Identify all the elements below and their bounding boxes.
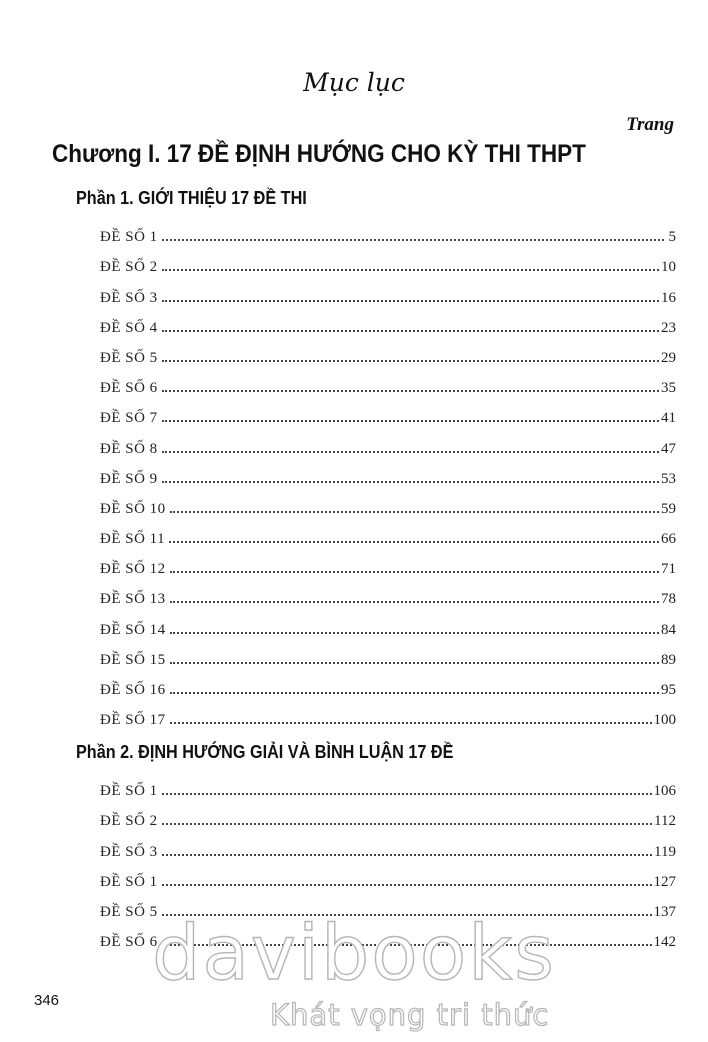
watermark-slogan: Khát vọng tri thức: [270, 998, 550, 1032]
toc-entry-page: 100: [653, 712, 676, 729]
toc-entry-label: ĐỀ SỐ 4: [100, 319, 158, 336]
toc-entry-label: ĐỀ SỐ 7: [100, 410, 158, 427]
toc-entry: [100, 367, 676, 397]
toc-entry: [100, 699, 676, 729]
toc-entry-label: ĐỀ SỐ 5: [100, 349, 158, 366]
dot-leader: [169, 540, 659, 543]
dot-leader: [170, 691, 659, 694]
dot-leader: [162, 450, 659, 453]
dot-leader: [162, 268, 659, 271]
toc-entry-label: ĐỀ SỐ 17: [100, 712, 166, 729]
dot-leader: [162, 359, 659, 362]
toc-entry-page: 10: [661, 259, 676, 276]
dot-leader: [162, 480, 659, 483]
toc-entry-label: ĐỀ SỐ 1: [100, 873, 158, 890]
toc-entry: [100, 397, 676, 427]
toc-entry: [100, 488, 676, 518]
dot-leader: [162, 853, 652, 856]
toc-entry: [100, 669, 676, 699]
toc-entry: [100, 861, 676, 891]
toc-entry-label: ĐỀ SỐ 2: [100, 259, 158, 276]
dot-leader: [162, 238, 664, 241]
toc-entry-page: 47: [661, 440, 676, 457]
dot-leader: [162, 792, 652, 795]
toc-entry-label: ĐỀ SỐ 6: [100, 934, 158, 951]
toc-entry-label: ĐỀ SỐ 15: [100, 651, 166, 668]
toc-entry: [100, 246, 676, 276]
watermark-brand: davibooks: [152, 908, 556, 997]
part1-title: Phần 1. GIỚI THIỆU 17 ĐỀ THI: [76, 188, 307, 208]
part2-title: Phần 2. ĐỊNH HƯỚNG GIẢI VÀ BÌNH LUẬN 17 ĐỀ: [76, 742, 454, 762]
dot-leader: [162, 419, 659, 422]
toc-entry: [100, 639, 676, 669]
toc-entry-label: ĐỀ SỐ 12: [100, 561, 166, 578]
toc-entry: [100, 800, 676, 830]
toc-entry: [100, 830, 676, 860]
toc-entry-page: 29: [661, 349, 676, 366]
part1-list: [100, 216, 676, 729]
toc-entry-label: ĐỀ SỐ 3: [100, 289, 158, 306]
toc-entry-page: 35: [661, 380, 676, 397]
toc-entry: [100, 337, 676, 367]
toc-entry-page: 59: [661, 500, 676, 517]
toc-entry-label: ĐỀ SỐ 5: [100, 903, 158, 920]
page-column-label: Trang: [626, 114, 674, 135]
dot-leader: [170, 570, 659, 573]
toc-entry-page: 41: [661, 410, 676, 427]
toc-entry-page: 66: [661, 531, 676, 548]
toc-entry-label: ĐỀ SỐ 9: [100, 470, 158, 487]
toc-entry: [100, 216, 676, 246]
toc-entry-page: 106: [653, 783, 676, 800]
toc-entry: [100, 578, 676, 608]
toc-entry: [100, 770, 676, 800]
toc-entry-page: 119: [654, 843, 676, 860]
toc-entry: [100, 276, 676, 306]
dot-leader: [162, 299, 659, 302]
dot-leader: [170, 721, 652, 724]
toc-entry-page: 89: [661, 651, 676, 668]
toc-entry-page: 137: [653, 903, 676, 920]
toc-entry-label: ĐỀ SỐ 16: [100, 682, 166, 698]
toc-entry: [100, 608, 676, 638]
toc-entry-label: ĐỀ SỐ 2: [100, 813, 158, 830]
dot-leader: [162, 389, 659, 392]
toc-entry-label: ĐỀ SỐ 3: [100, 843, 158, 860]
toc-entry-page: 16: [661, 289, 676, 306]
dot-leader: [162, 883, 652, 886]
toc-entry-page: 53: [661, 470, 676, 487]
page-number: 346: [34, 992, 60, 1009]
toc-entry-page: 95: [661, 682, 676, 698]
toc-entry: [100, 427, 676, 457]
toc-entry-page: 23: [661, 319, 676, 336]
toc-entry-label: ĐỀ SỐ 14: [100, 621, 166, 638]
dot-leader: [162, 822, 652, 825]
toc-entry: [100, 548, 676, 578]
toc-entry-label: ĐỀ SỐ 6: [100, 380, 158, 397]
toc-entry-page: 78: [661, 591, 676, 608]
toc-heading: Mục lục: [303, 68, 405, 97]
toc-entry-page: 142: [653, 934, 676, 951]
toc-entry-page: 127: [653, 873, 676, 890]
toc-entry: [100, 458, 676, 488]
toc-entry-label: ĐỀ SỐ 1: [100, 783, 158, 800]
toc-entry-page: 71: [661, 561, 676, 578]
toc-entry-page: 84: [661, 621, 676, 638]
dot-leader: [170, 510, 659, 513]
toc-entry-label: ĐỀ SỐ 1: [100, 229, 158, 246]
dot-leader: [162, 329, 659, 332]
toc-entry-label: ĐỀ SỐ 13: [100, 591, 166, 608]
dot-leader: [170, 631, 659, 634]
toc-entry: [100, 307, 676, 337]
toc-entry: [100, 518, 676, 548]
toc-entry-label: ĐỀ SỐ 8: [100, 440, 158, 457]
dot-leader: [170, 661, 659, 664]
toc-entry-page: 5: [668, 229, 676, 246]
toc-entry-label: ĐỀ SỐ 10: [100, 500, 166, 517]
toc-entry-label: ĐỀ SỐ 11: [100, 531, 166, 548]
dot-leader: [170, 600, 659, 603]
toc-entry-page: 112: [654, 813, 676, 830]
chapter-title: Chương I. 17 ĐỀ ĐỊNH HƯỚNG CHO KỲ THI THPT: [52, 140, 586, 168]
